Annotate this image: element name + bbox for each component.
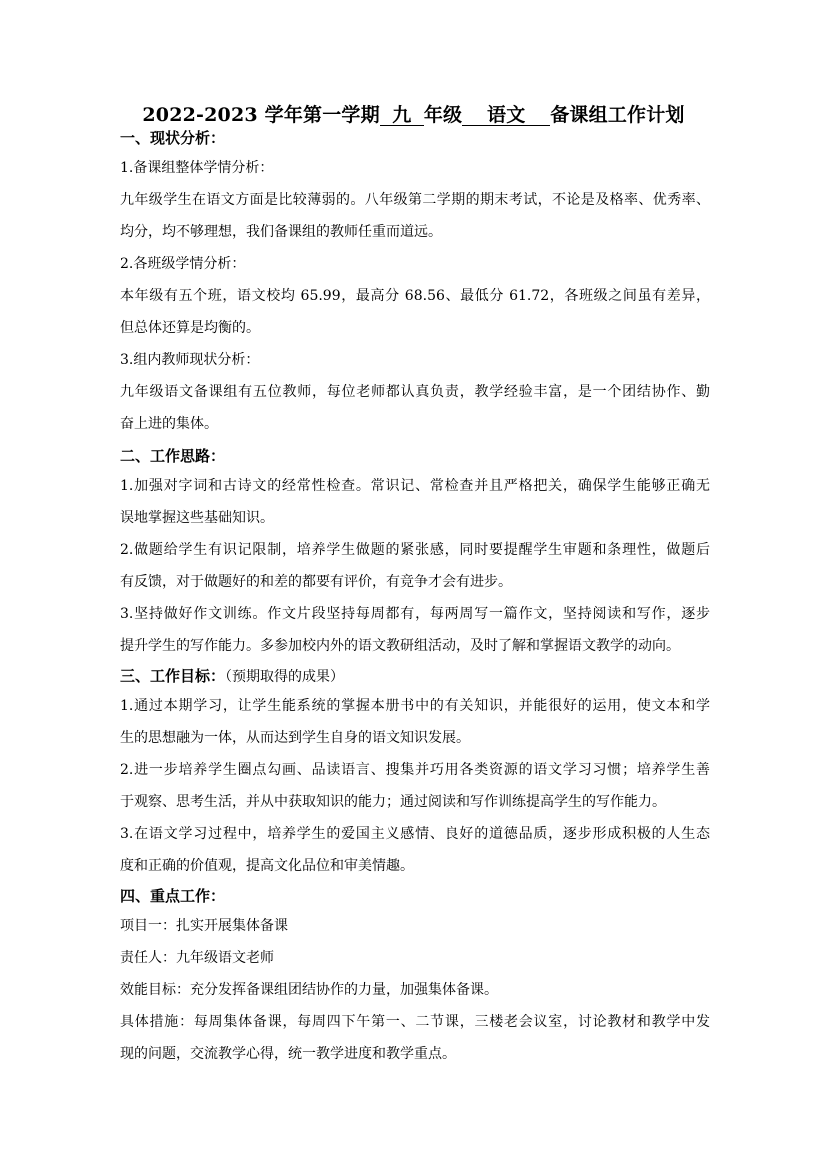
paragraph-line: 均分，均不够理想，我们备课组的教师任重而道远。	[120, 224, 442, 240]
paragraph-line: 提升学生的写作能力。多参加校内外的语文教研组活动，及时了解和掌握语文教学的动向。	[120, 638, 680, 654]
section-heading-goals	[120, 666, 344, 687]
paragraph-line: 九年级语文备课组有五位教师，每位老师都认真负责，教学经验丰富，是一个团结协作、勤	[120, 384, 710, 400]
section-heading-goals-text: 三、工作目标：	[120, 667, 226, 685]
paragraph-line: 2.进一步培养学生圈点勾画、品读语言、搜集并巧用各类资源的语文学习习惯；培养学生善	[120, 762, 710, 778]
paragraph-line: 生的思想融为一体，从而达到学生自身的语文知识发展。	[120, 730, 470, 746]
section-heading-status: 一、现状分析：	[120, 129, 226, 147]
title-grade-underlined: 九	[380, 105, 424, 126]
title-suffix: 备课组工作计划	[550, 104, 685, 126]
paragraph-label: 3.组内教师现状分析：	[120, 352, 260, 368]
paragraph-label: 2.各班级学情分析：	[120, 256, 246, 272]
paragraph-line: 项目一：扎实开展集体备课	[120, 918, 288, 934]
paragraph-line: 1.加强对字词和古诗文的经常性检查。常识记、常检查并且严格把关，确保学生能够正确无	[120, 478, 710, 494]
paragraph-line: 3.坚持做好作文训练。作文片段坚持每周都有，每两周写一篇作文，坚持阅读和写作，逐步	[120, 606, 710, 622]
section-heading-key-work: 四、重点工作：	[120, 887, 226, 905]
paragraph-line: 奋上进的集体。	[120, 416, 218, 432]
section-heading-approach: 二、工作思路：	[120, 447, 226, 465]
title-grade-suffix: 年级	[423, 104, 463, 126]
paragraph-line: 1.通过本期学习，让学生能系统的掌握本册书中的有关知识，并能很好的运用，使文本和学	[120, 698, 710, 714]
paragraph-line: 于观察、思考生活，并从中获取知识的能力；通过阅读和写作训练提高学生的写作能力。	[120, 794, 666, 810]
paragraph-line: 但总体还算是均衡的。	[120, 320, 260, 336]
title-subject-underlined: 语文	[462, 105, 550, 126]
paragraph-line: 本年级有五个班，语文校均 65.99，最高分 68.56、最低分 61.72，各班级之间虽有差异，	[120, 288, 710, 304]
paragraph-line: 2.做题给学生有识记限制，培养学生做题的紧张感，同时要提醒学生审题和条理性，做题后	[120, 542, 710, 558]
document-title	[0, 100, 827, 127]
paragraph-line: 有反馈，对于做题好的和差的都要有评价，有竞争才会有进步。	[120, 574, 512, 590]
paragraph-line: 责任人：九年级语文老师	[120, 950, 274, 966]
paragraph-line: 现的问题，交流教学心得，统一教学进度和教学重点。	[120, 1046, 456, 1062]
paragraph-line: 3.在语文学习过程中，培养学生的爱国主义感情、良好的道德品质，逐步形成积极的人生态	[120, 826, 710, 842]
title-prefix: 2022-2023 学年第一学期	[142, 104, 380, 126]
paragraph-line: 误地掌握这些基础知识。	[120, 510, 274, 526]
section-heading-goals-note: （预期取得的成果）	[225, 669, 345, 685]
paragraph-line: 九年级学生在语文方面是比较薄弱的。八年级第二学期的期末考试，不论是及格率、优秀率、	[120, 192, 710, 208]
paragraph-line: 具体措施：每周集体备课，每周四下午第一、二节课，三楼老会议室，讨论教材和教学中发	[120, 1014, 710, 1030]
paragraph-label: 1.备课组整体学情分析：	[120, 160, 274, 176]
paragraph-line: 度和正确的价值观，提高文化品位和审美情趣。	[120, 858, 414, 874]
paragraph-line: 效能目标：充分发挥备课组团结协作的力量，加强集体备课。	[120, 982, 498, 998]
